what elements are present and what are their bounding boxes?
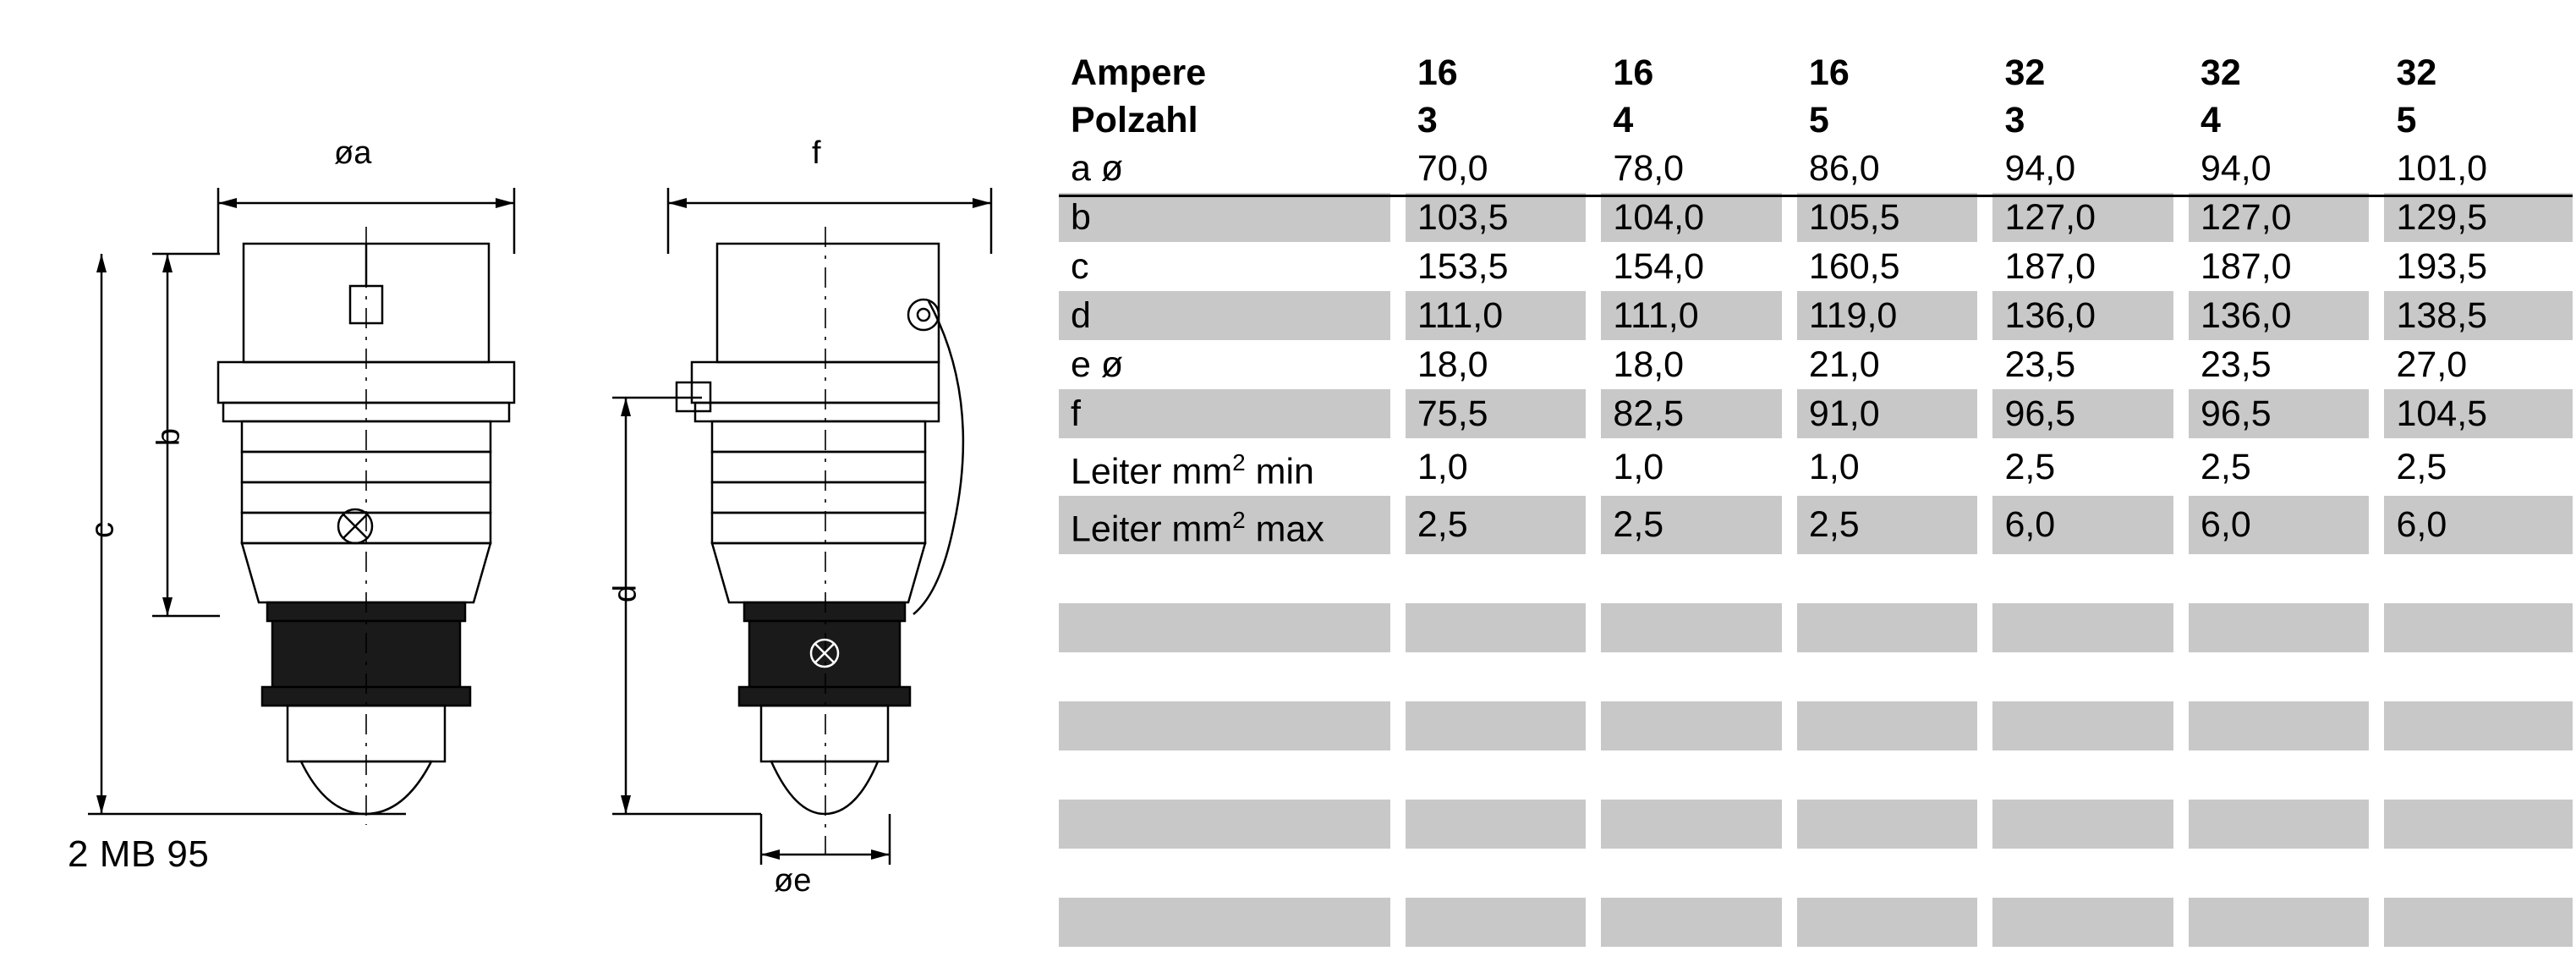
cell-value — [1789, 849, 1986, 898]
cell-value: 3 — [1398, 96, 1594, 144]
cell-value — [2376, 800, 2573, 849]
cell-value — [1789, 898, 1986, 947]
table-row — [1059, 750, 2573, 800]
table-row — [1059, 898, 2573, 947]
cell-value: 111,0 — [1398, 291, 1594, 340]
cell-value — [2376, 554, 2573, 603]
table-row — [1059, 291, 2573, 340]
row-label — [1059, 750, 1398, 800]
cell-value: 18,0 — [1593, 340, 1789, 389]
cell-value: 27,0 — [2376, 340, 2573, 389]
cell-value: 4 — [1593, 96, 1789, 144]
cell-value: 70,0 — [1398, 144, 1594, 193]
cell-value: 2,5 — [1985, 438, 2181, 496]
row-label — [1059, 554, 1398, 603]
cell-value: 2,5 — [1789, 496, 1986, 553]
table-row — [1059, 849, 2573, 898]
table-row — [1059, 242, 2573, 291]
row-label — [1059, 898, 1398, 947]
cell-value — [1789, 800, 1986, 849]
cell-value — [1398, 898, 1594, 947]
cell-value: 2,5 — [1398, 496, 1594, 553]
cell-value — [2376, 603, 2573, 652]
cell-value — [1985, 652, 2181, 701]
cell-value — [2181, 603, 2377, 652]
cell-value — [1398, 849, 1594, 898]
cell-value — [2181, 898, 2377, 947]
cell-value: 138,5 — [2376, 291, 2573, 340]
row-label — [1059, 849, 1398, 898]
table-row — [1059, 144, 2573, 193]
cell-value: 101,0 — [2376, 144, 2573, 193]
cell-value: 127,0 — [1985, 193, 2181, 242]
spec-table-body — [1059, 49, 2573, 947]
cell-value: 2,5 — [1593, 496, 1789, 553]
table-row — [1059, 438, 2573, 496]
cell-value: 129,5 — [2376, 193, 2573, 242]
cell-value: 154,0 — [1593, 242, 1789, 291]
cell-value — [1398, 800, 1594, 849]
row-label: Leiter $mm^2$ min — [1071, 449, 1314, 492]
row-label: Leiter $mm^2$ max — [1059, 496, 1398, 553]
cell-value — [1593, 701, 1789, 750]
cell-value: 6,0 — [2181, 496, 2377, 553]
cell-value: 78,0 — [1593, 144, 1789, 193]
cell-value — [1398, 750, 1594, 800]
table-row — [1059, 652, 2573, 701]
cell-value — [1398, 554, 1594, 603]
dimension-label-d: d — [607, 584, 644, 603]
dimension-label-f: f — [812, 135, 821, 171]
cell-value — [1789, 603, 1986, 652]
cell-value — [1985, 898, 2181, 947]
cell-value — [2181, 849, 2377, 898]
cell-value: 2,5 — [2376, 438, 2573, 496]
cell-value: 160,5 — [1789, 242, 1986, 291]
cell-value — [1985, 603, 2181, 652]
cell-value: 3 — [1985, 96, 2181, 144]
cell-value: 6,0 — [2376, 496, 2573, 553]
cell-value: 127,0 — [2181, 193, 2377, 242]
cell-value: 153,5 — [1398, 242, 1594, 291]
table-header-row — [1059, 96, 2573, 144]
cell-value: 2,5 — [2181, 438, 2377, 496]
row-label: e ø — [1071, 344, 1124, 385]
cell-value: 104,0 — [1593, 193, 1789, 242]
table-row — [1059, 554, 2573, 603]
cell-value: 193,5 — [2376, 242, 2573, 291]
cell-value — [2181, 652, 2377, 701]
cell-value — [1985, 701, 2181, 750]
cell-value: 32 — [2181, 49, 2377, 96]
header-separator — [1059, 195, 2573, 197]
cell-value — [1593, 800, 1789, 849]
table-row — [1059, 340, 2573, 389]
cell-value — [1593, 554, 1789, 603]
cell-value — [2376, 898, 2573, 947]
specification-table — [1059, 49, 2573, 947]
cell-value: 94,0 — [1985, 144, 2181, 193]
table-row — [1059, 389, 2573, 438]
row-label: d — [1059, 291, 1398, 340]
cell-value — [2181, 750, 2377, 800]
cell-value — [2181, 701, 2377, 750]
cell-value — [1789, 750, 1986, 800]
cell-value — [1593, 652, 1789, 701]
cell-value — [2181, 800, 2377, 849]
row-label — [1059, 701, 1398, 750]
cell-value: 21,0 — [1789, 340, 1986, 389]
cell-value: 75,5 — [1398, 389, 1594, 438]
cell-value: 103,5 — [1398, 193, 1594, 242]
part-number-label: 2 MB 95 — [68, 833, 210, 875]
cell-value — [1789, 652, 1986, 701]
dimension-label-e: øe — [774, 863, 812, 899]
row-label: c — [1071, 246, 1089, 287]
cell-value — [2376, 849, 2573, 898]
row-label: Ampere — [1071, 52, 1207, 93]
row-label — [1059, 603, 1398, 652]
cell-value: 187,0 — [1985, 242, 2181, 291]
drawing-canvas — [0, 0, 1057, 962]
cell-value: 136,0 — [1985, 291, 2181, 340]
table-row — [1059, 603, 2573, 652]
cell-value — [1985, 849, 2181, 898]
cell-value — [1398, 701, 1594, 750]
cell-value: 119,0 — [1789, 291, 1986, 340]
cell-value: 4 — [2181, 96, 2377, 144]
cell-value — [2181, 554, 2377, 603]
table-row — [1059, 496, 2573, 553]
cell-value — [1985, 800, 2181, 849]
cell-value — [1985, 554, 2181, 603]
table-row — [1059, 701, 2573, 750]
cell-value — [1593, 898, 1789, 947]
row-label: Polzahl — [1071, 100, 1198, 140]
cell-value — [1398, 652, 1594, 701]
row-label: f — [1059, 389, 1398, 438]
cell-value: 105,5 — [1789, 193, 1986, 242]
cell-value — [1593, 603, 1789, 652]
cell-value — [1985, 750, 2181, 800]
cell-value: 91,0 — [1789, 389, 1986, 438]
cell-value: 16 — [1789, 49, 1986, 96]
cell-value: 23,5 — [1985, 340, 2181, 389]
table-row — [1059, 800, 2573, 849]
cell-value: 1,0 — [1789, 438, 1986, 496]
cell-value — [1789, 701, 1986, 750]
row-label — [1059, 800, 1398, 849]
cell-value: 16 — [1398, 49, 1594, 96]
cell-value: 1,0 — [1593, 438, 1789, 496]
cell-value — [1789, 554, 1986, 603]
row-label: b — [1059, 193, 1398, 242]
cell-value — [1593, 750, 1789, 800]
cell-value: 96,5 — [2181, 389, 2377, 438]
dimension-label-c: c — [85, 522, 121, 538]
cell-value: 136,0 — [2181, 291, 2377, 340]
cell-value — [2376, 701, 2573, 750]
cell-value: 86,0 — [1789, 144, 1986, 193]
cell-value — [1398, 603, 1594, 652]
dimension-label-a: øa — [334, 135, 372, 171]
cell-value: 111,0 — [1593, 291, 1789, 340]
cell-value — [2376, 750, 2573, 800]
cell-value: 82,5 — [1593, 389, 1789, 438]
cell-value: 5 — [2376, 96, 2573, 144]
cell-value: 104,5 — [2376, 389, 2573, 438]
cell-value: 96,5 — [1985, 389, 2181, 438]
cell-value: 16 — [1593, 49, 1789, 96]
cell-value: 1,0 — [1398, 438, 1594, 496]
cell-value: 18,0 — [1398, 340, 1594, 389]
row-label: a ø — [1071, 148, 1124, 189]
cell-value: 6,0 — [1985, 496, 2181, 553]
cell-value — [2376, 652, 2573, 701]
cell-value: 23,5 — [2181, 340, 2377, 389]
cell-value: 32 — [2376, 49, 2573, 96]
cell-value: 94,0 — [2181, 144, 2377, 193]
cell-value — [1593, 849, 1789, 898]
technical-drawings — [0, 0, 1057, 962]
cell-value: 32 — [1985, 49, 2181, 96]
cell-value: 5 — [1789, 96, 1986, 144]
table-header-row — [1059, 49, 2573, 96]
table-row — [1059, 193, 2573, 242]
dimension-label-b: b — [151, 427, 187, 447]
spec-table — [1059, 49, 2573, 947]
row-label — [1059, 652, 1398, 701]
cell-value: 187,0 — [2181, 242, 2377, 291]
